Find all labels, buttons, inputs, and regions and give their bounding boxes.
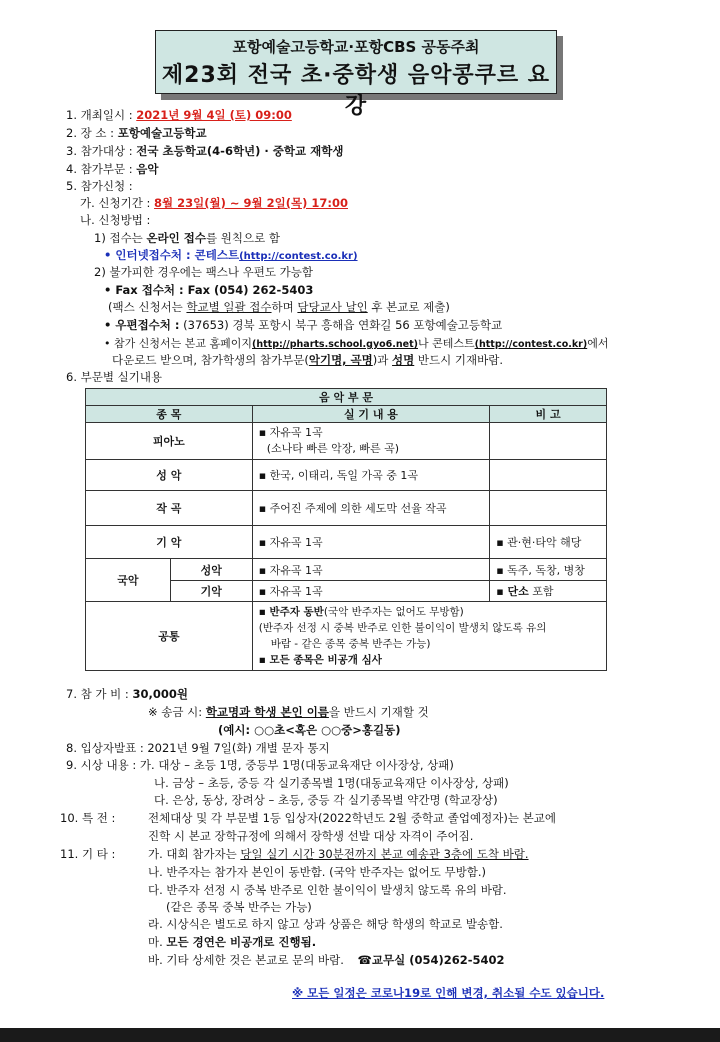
content-composition: ▪ 주어진 주제에 의한 세도막 선율 작곡	[252, 491, 490, 526]
common-private-judging: ▪ 모든 종목은 비공개 심사	[258, 654, 382, 666]
contest-link-2[interactable]: (http://contest.co.kr)	[474, 339, 588, 350]
apply-period-value: 8월 23일(월) ~ 9월 2일(목) 17:00	[154, 196, 348, 210]
note-instrument: ▪ 관·현·타악 해당	[490, 526, 607, 559]
post-contact	[104, 317, 502, 333]
item-venue-label: 2. 장 소 :	[66, 126, 115, 140]
item-category	[66, 161, 158, 177]
note-vocal	[490, 460, 607, 491]
apply-period-label: 가. 신청기간 :	[80, 196, 151, 210]
fax-note	[108, 299, 450, 315]
table-row	[86, 423, 607, 460]
item-target	[66, 143, 343, 159]
etc-contact	[148, 952, 505, 968]
table-row	[86, 389, 607, 406]
post-contact-label: • 우편접수처 :	[104, 318, 180, 332]
etc-private-a: 마.	[148, 935, 167, 949]
category-gugak-instrument: 기악	[170, 581, 252, 602]
category-common: 공통	[86, 602, 253, 671]
etc-duplicate: 다. 반주자 선정 시 중복 반주로 인한 불이익이 발생치 않도록 유의 바람.	[148, 883, 507, 897]
apply-form-g: 성명	[392, 353, 415, 367]
note-composition	[490, 491, 607, 526]
item-category-label: 4. 참가부문 :	[66, 162, 133, 176]
item-fee-label: 7. 참 가 비 :	[66, 687, 129, 701]
col-content-header: 실 기 내 용	[252, 406, 490, 423]
table-row	[86, 602, 607, 671]
common-note-b: 바람 - 같은 종목 중복 반주는 가능)	[270, 638, 431, 650]
item-result: 8. 입상자발표 : 2021년 9월 7일(화) 개별 문자 통지	[66, 741, 330, 755]
content-gugak-vocal: ▪ 자유곡 1곡	[252, 559, 490, 581]
item-date	[66, 107, 292, 123]
fee-example: (예시: ○○초<혹은 ○○중>홍길동)	[218, 723, 401, 737]
fax-note-d: 담당교사 날인	[297, 300, 368, 314]
benefit-line-1: 전체대상 및 각 부문별 1등 입상자(2022학년도 2월 중학교 졸업예정자)는 본교에	[148, 811, 556, 825]
etc-arrival-b: 당일 실기 시간 30분전까지 본교 예송관 3층에 도착 바람.	[240, 847, 529, 861]
method-online-bold: 온라인 접수	[146, 231, 207, 245]
online-contact	[104, 247, 358, 263]
apply-form-c: 에서	[587, 337, 609, 350]
bottom-bar	[0, 1028, 720, 1042]
category-vocal: 성 악	[86, 460, 253, 491]
post-contact-value: (37653) 경북 포항시 북구 흥해읍 연화길 56 포항예술고등학교	[179, 318, 503, 332]
award-gold: 나. 금상 – 초등, 중등 각 실기종목별 1명(대동교육재단 이사장상, 상패)	[154, 776, 509, 790]
content-vocal: ▪ 한국, 이태리, 독일 가곡 중 1곡	[252, 460, 490, 491]
item-apply: 5. 참가신청 :	[66, 179, 133, 193]
apply-method: 나. 신청방법 :	[80, 213, 151, 227]
category-piano: 피아노	[86, 423, 253, 460]
etc-accompanist: 나. 반주자는 참가자 본인이 동반함. (국악 반주자는 없어도 무방함.)	[148, 865, 487, 879]
apply-form-f: )과	[372, 353, 393, 367]
item-date-label: 1. 개최일시 :	[66, 108, 133, 122]
item-venue	[66, 125, 207, 141]
fax-note-b: 학교별 일괄 접수	[186, 300, 272, 314]
etc-private	[148, 934, 316, 950]
apply-form-note	[104, 335, 608, 351]
content-gugak-instrument: ▪ 자유곡 1곡	[252, 581, 490, 602]
fax-note-c: 하며	[271, 300, 298, 314]
fee-note	[148, 704, 429, 720]
item-etc-label: 11. 기 타 :	[60, 847, 116, 861]
fee-note-a: ※ 송금 시:	[148, 705, 206, 719]
fax-note-a: (팩스 신청서는	[108, 300, 187, 314]
etc-arrival-a: 가. 대회 참가자는	[148, 847, 241, 861]
item-contents: 6. 부문별 실기내용	[66, 370, 163, 384]
item-fee-value: 30,000원	[132, 687, 188, 701]
method-fallback: 2) 불가피한 경우에는 팩스나 우편도 가능함	[94, 265, 313, 279]
note-gugak-instrument	[490, 581, 607, 602]
note-gugak-vocal: ▪ 독주, 독창, 병창	[490, 559, 607, 581]
common-note-a: (반주자 선정 시 중복 반주로 인한 불이익이 발생치 않도록 유의	[258, 622, 547, 634]
apply-form-d: 다운로드 받으며, 참가학생의 참가부문(	[112, 353, 309, 367]
col-category-header: 종 목	[86, 406, 253, 423]
content-common	[252, 602, 606, 671]
page-title: 제23회 전국 초·중학생 음악콩쿠르 요강	[161, 63, 551, 119]
etc-contact-text: 바. 기타 상세한 것은 본교로 문의 바람.	[148, 953, 344, 967]
fax-note-e: 후 본교로 제출)	[367, 300, 450, 314]
fax-contact: • Fax 접수처 : Fax (054) 262-5403	[104, 283, 314, 297]
benefit-line-2: 진학 시 본교 장학규정에 의해서 장학생 선발 대상 자격이 주어짐.	[148, 829, 474, 843]
method-online-post: 를 원칙으로 함	[206, 231, 280, 245]
apply-form-e: 악기명, 곡명	[308, 353, 373, 367]
etc-ceremony: 라. 시상식은 별도로 하지 않고 상과 상품은 해당 학생의 학교로 발송함.	[148, 917, 503, 931]
apply-form-a: • 참가 신청서는 본교 홈페이지	[104, 337, 252, 350]
item-target-value: 전국 초등학교(4-6학년) · 중학교 재학생	[136, 144, 344, 158]
table-row	[86, 526, 607, 559]
content-piano-a: ▪ 자유곡 1곡	[258, 426, 323, 439]
category-gugak-vocal: 성악	[170, 559, 252, 581]
category-gugak: 국악	[86, 559, 171, 602]
content-piano	[252, 423, 490, 460]
category-instrument: 기 악	[86, 526, 253, 559]
award-others: 다. 은상, 동상, 장려상 – 초등, 중등 각 실기종목별 약간명 (학교장상)	[154, 793, 498, 807]
item-awards: 9. 시상 내용 : 가. 대상 – 초등 1명, 중등부 1명(대동교육재단 이사장상, 상패)	[66, 758, 454, 772]
item-fee	[66, 686, 188, 702]
category-composition: 작 곡	[86, 491, 253, 526]
table-section-header: 음 악 부 문	[86, 389, 607, 406]
note-piano	[490, 423, 607, 460]
content-piano-b: (소나타 빠른 악장, 빠른 곡)	[266, 442, 400, 455]
etc-private-b: 모든 경연은 비공개로 진행됨.	[166, 935, 317, 949]
table-row	[86, 406, 607, 423]
apply-period	[80, 195, 348, 211]
item-benefit-label: 10. 특 전 :	[60, 811, 116, 825]
method-online	[94, 230, 280, 246]
note-gugak-danso: ▪ 단소	[496, 585, 529, 598]
table-row	[86, 491, 607, 526]
apply-form-b: 나 콘테스트	[418, 337, 475, 350]
item-date-value: 2021년 9월 4일 (토) 09:00	[136, 108, 292, 122]
fee-note-c: 을 반드시 기재할 것	[328, 705, 429, 719]
method-online-pre: 1) 접수는	[94, 231, 147, 245]
item-venue-value: 포항예술고등학교	[117, 126, 207, 140]
common-accompanist-note: (국악 반주자는 없어도 무방함)	[323, 606, 464, 618]
covid-notice: ※ 모든 일정은 코로나19로 인해 변경, 취소될 수도 있습니다.	[292, 986, 605, 1000]
contest-link[interactable]: (http://contest.co.kr)	[239, 251, 358, 262]
phone-number: ☎교무실 (054)262-5402	[357, 953, 505, 967]
item-category-value: 음악	[136, 162, 159, 176]
etc-duplicate-2: (같은 종목 중복 반주는 가능)	[166, 900, 312, 914]
apply-form-note-2	[112, 352, 503, 368]
school-homepage-link[interactable]: (http://pharts.school.gyo6.net)	[252, 339, 418, 350]
fee-note-b: 학교명과 학생 본인 이름	[205, 705, 329, 719]
common-accompanist: ▪ 반주자 동반	[258, 606, 324, 618]
organizer-title: 포항예술고등학교·포항CBS 공동주최	[232, 38, 480, 56]
item-target-label: 3. 참가대상 :	[66, 144, 133, 158]
note-gugak-include: 포함	[528, 585, 554, 598]
col-note-header: 비 고	[490, 406, 607, 423]
etc-arrival	[148, 846, 529, 862]
online-contact-label: • 인터넷접수처 : 콘테스트	[104, 248, 240, 262]
table-row	[86, 559, 607, 581]
parts-table	[85, 388, 607, 671]
content-instrument: ▪ 자유곡 1곡	[252, 526, 490, 559]
table-row	[86, 460, 607, 491]
apply-form-h: 반드시 기재바람.	[414, 353, 503, 367]
